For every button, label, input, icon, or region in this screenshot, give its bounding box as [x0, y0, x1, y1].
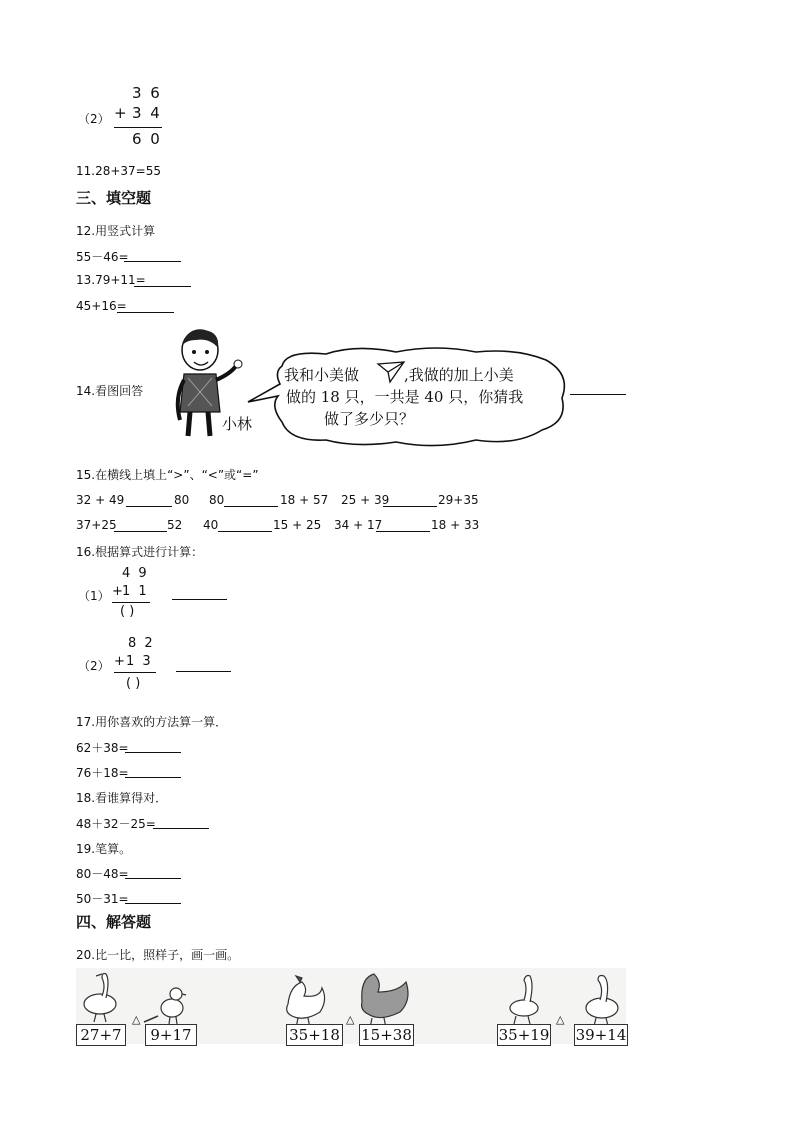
q17-answer-line-2[interactable] [125, 777, 181, 778]
q16-p1-vertical [108, 566, 158, 626]
q15-r2-c1-blank[interactable] [114, 531, 167, 532]
q15-r2-c2-right: 15 + 25 [273, 518, 322, 532]
q20-box-1: 27+7 [76, 1024, 126, 1046]
q20-box-5: 35+19 [498, 1026, 550, 1044]
goose-icon [84, 974, 116, 1023]
q20-triangle-3[interactable]: △ [556, 1013, 565, 1026]
q20-box-4: 15+38 [359, 1024, 414, 1046]
q11-text: 11.28+37=55 [76, 164, 162, 178]
q14-label: 14.看图回答 [76, 384, 144, 398]
q15-title: 15.在横线上填上“>”、“<”或“=” [76, 468, 259, 482]
q16-p2-answer-line[interactable] [176, 671, 231, 672]
q16-p1-answer-line[interactable] [172, 599, 227, 600]
q15-r2-c2-blank[interactable] [218, 531, 272, 532]
q15-r1-c3-blank[interactable] [383, 506, 437, 507]
q15-r1-c2-blank[interactable] [224, 506, 278, 507]
q10-top: 3 6 [132, 84, 162, 102]
q15-r1-c3-left: 25 + 39 [341, 493, 390, 507]
q20-box-2: 9+17 [145, 1024, 197, 1046]
bubble-line-2: 做的 18 只，一共是 40 只，你猜我 [286, 388, 524, 406]
q10-mid: 3 4 [132, 104, 162, 122]
q12-answer-line-1[interactable] [124, 261, 181, 262]
q10-part2-vertical [110, 84, 170, 154]
bubble-line-1b: ,我做的加上小美 [404, 366, 514, 384]
bubble-line-1: 我和小美做 [284, 366, 360, 384]
q16-p1-mid: 1 1 [122, 584, 149, 599]
bubble-line-3: 做了多少只？ [324, 410, 415, 428]
q16-p1-op: + [112, 584, 123, 599]
q18-title: 18.看谁算得对． [76, 791, 168, 805]
q16-p2-top: 8 2 [128, 636, 155, 651]
q12-item-2: 13.79+11= [76, 273, 146, 287]
q18-answer-line[interactable] [153, 828, 209, 829]
q12-title: 12.用竖式计算 [76, 224, 156, 238]
q14-answer-line[interactable] [570, 394, 626, 395]
hen-icon [362, 974, 408, 1028]
q16-p2-op: + [114, 654, 125, 669]
q15-r2-c3-right: 18 + 33 [431, 518, 480, 532]
q15-r2-c1-right: 52 [167, 518, 183, 532]
q15-r1-c1-blank[interactable] [126, 506, 172, 507]
q12-item-3: 45+16= [76, 299, 127, 313]
q17-title: 17.用你喜欢的方法算一算． [76, 715, 228, 729]
q10-part2-label: （2） [78, 112, 110, 126]
q15-r1-c1-right: 80 [174, 493, 190, 507]
goose-icon [586, 976, 618, 1027]
seesaw-icon [144, 1016, 158, 1022]
q17-item-1: 62＋38= [76, 741, 129, 755]
paper-plane-icon [376, 360, 406, 384]
q10-op: + [114, 104, 127, 122]
q20-triangle-1[interactable]: △ [132, 1013, 141, 1026]
q16-p2-separator [114, 672, 156, 673]
q15-r1-c3-right: 29+35 [438, 493, 479, 507]
q16-title: 16.根据算式进行计算： [76, 545, 204, 559]
q15-r2-c3-blank[interactable] [376, 531, 430, 532]
q18-item-1: 48＋32－25= [76, 817, 156, 831]
q16-p1-top: 4 9 [122, 566, 149, 581]
q15-r1-c2-left: 80 [209, 493, 225, 507]
q16-p1-label: （1） [78, 589, 110, 603]
q19-item-1: 80－48= [76, 867, 129, 881]
q17-item-2: 76＋18= [76, 766, 129, 780]
q19-item-2: 50－31= [76, 892, 129, 906]
q19-title: 19.笔算。 [76, 842, 132, 856]
q15-r1-c2-right: 18 + 57 [280, 493, 329, 507]
section-3-title: 三、填空题 [76, 189, 152, 207]
q15-r2-c2-left: 40 [203, 518, 219, 532]
q15-r2-c3-left: 34 + 17 [334, 518, 383, 532]
q16-p1-separator [112, 602, 150, 603]
section-4-title: 四、解答题 [76, 913, 152, 931]
q16-p2-label: （2） [78, 659, 110, 673]
duck-icon [510, 976, 538, 1025]
q16-p2-vertical [110, 636, 160, 696]
q20-box-3: 35+18 [286, 1024, 343, 1046]
q10-result: 6 0 [132, 130, 162, 148]
q19-answer-line-1[interactable] [125, 878, 181, 879]
boy-name: 小林 [222, 415, 253, 433]
q12-item-1: 55－46= [76, 250, 129, 264]
chick-icon [161, 988, 186, 1024]
q16-p2-mid: 1 3 [126, 654, 153, 669]
q12-answer-line-2[interactable] [134, 286, 191, 287]
q17-answer-line-1[interactable] [125, 752, 181, 753]
q20-box-6: 39+14 [575, 1026, 627, 1044]
hen-icon [287, 976, 325, 1028]
q10-separator [114, 127, 162, 128]
q12-answer-line-3[interactable] [117, 312, 174, 313]
q16-p2-result[interactable]: ( ) [126, 676, 141, 691]
q15-r2-c1-left: 37+25 [76, 518, 117, 532]
q20-title: 20.比一比，照样子，画一画。 [76, 948, 240, 962]
q15-r1-c1-left: 32 + 49 [76, 493, 125, 507]
q20-triangle-2[interactable]: △ [346, 1013, 355, 1026]
q16-p1-result[interactable]: ( ) [120, 604, 135, 619]
q19-answer-line-2[interactable] [125, 903, 181, 904]
